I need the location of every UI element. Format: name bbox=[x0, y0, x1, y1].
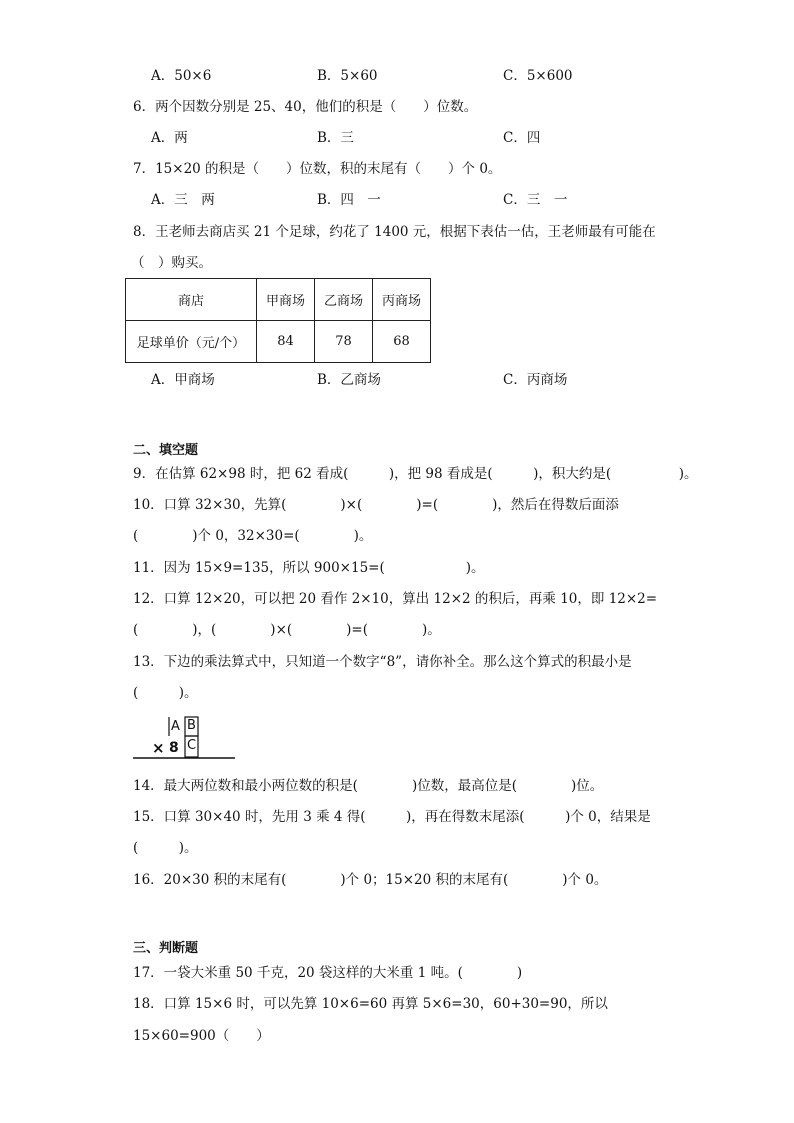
table-cell: 68 bbox=[373, 321, 431, 363]
q15-line2: ( )。 bbox=[133, 840, 198, 856]
times-sign: × bbox=[152, 739, 165, 757]
q18-line1: 18．口算 15×6 时，可以先算 10×6=60 再算 5×6=30，60+30=90，所以 bbox=[133, 996, 608, 1012]
q11: 11．因为 15×9=135，所以 900×15=( )。 bbox=[133, 560, 485, 576]
q17: 17．一袋大米重 50 千克，20 袋这样的大米重 1 吨。( ) bbox=[133, 965, 523, 981]
q12-line2: ( )，( )×( )=( )。 bbox=[133, 622, 441, 638]
table-header-cell: 甲商场 bbox=[257, 279, 315, 321]
section-3-title: 三、判断题 bbox=[133, 941, 199, 956]
q8-option-c: C．丙商场 bbox=[503, 372, 568, 388]
table-header-cell: 丙商场 bbox=[373, 279, 431, 321]
q8-option-a: A．甲商场 bbox=[151, 372, 215, 388]
q13-line2: ( )。 bbox=[133, 685, 198, 701]
q13-line1: 13．下边的乘法算式中，只知道一个数字“8”，请你补全。那么这个算式的积最小是 bbox=[133, 654, 632, 670]
q6-option-b: B．三 bbox=[317, 130, 354, 146]
section-2-title: 二、填空题 bbox=[133, 443, 199, 458]
q7-option-b: B．四 一 bbox=[317, 192, 381, 208]
q16: 16．20×30 积的末尾有( )个 0；15×20 积的末尾有( )个 0。 bbox=[133, 872, 608, 888]
q8-option-b: B．乙商场 bbox=[317, 372, 381, 388]
q9: 9．在估算 62×98 时，把 62 看成( )，把 98 看成是( )，积大约是( )。 bbox=[133, 466, 698, 482]
digit-a: A bbox=[171, 719, 180, 734]
q6-stem: 6．两个因数分别是 25、40，他们的积是（ ）位数。 bbox=[133, 99, 478, 115]
q10-line2: ( )个 0，32×30=( )。 bbox=[133, 528, 373, 544]
q6-option-a: A．两 bbox=[151, 130, 188, 146]
multiplication-figure-svg bbox=[133, 715, 238, 761]
q7-stem: 7．15×20 的积是（ ）位数，积的末尾有（ ）个 0。 bbox=[133, 161, 502, 177]
table-row bbox=[126, 321, 431, 363]
q8-stem-line1: 8．王老师去商店买 21 个足球，约花了 1400 元，根据下表估一估，王老师最有可能在 bbox=[133, 224, 656, 240]
digit-c: C bbox=[187, 738, 197, 753]
q5-option-b: B．5×60 bbox=[317, 68, 378, 84]
q10-line1: 10．口算 32×30，先算( )×( )=( )，然后在得数后面添 bbox=[133, 497, 619, 513]
q5-option-c: C．5×600 bbox=[503, 68, 573, 84]
table-cell: 足球单价（元/个） bbox=[126, 321, 257, 363]
table-header-cell: 乙商场 bbox=[315, 279, 373, 321]
q18-line2: 15×60=900（ ） bbox=[133, 1028, 270, 1044]
multiplication-figure bbox=[133, 715, 238, 761]
table-cell: 78 bbox=[315, 321, 373, 363]
q8-stem-line2: （ ）购买。 bbox=[131, 255, 212, 271]
price-table bbox=[125, 278, 431, 363]
q7-option-a: A．三 两 bbox=[151, 192, 215, 208]
q15-line1: 15．口算 30×40 时，先用 3 乘 4 得( )，再在得数末尾添( )个 0，结果是 bbox=[133, 809, 651, 825]
q6-option-c: C．四 bbox=[503, 130, 541, 146]
q7-option-c: C．三 一 bbox=[503, 192, 568, 208]
digit-eight: 8 bbox=[169, 740, 179, 756]
digit-b: B bbox=[187, 718, 196, 733]
table-cell: 84 bbox=[257, 321, 315, 363]
q5-option-a: A．50×6 bbox=[151, 68, 212, 84]
q12-line1: 12．口算 12×20，可以把 20 看作 2×10，算出 12×2 的积后，再乘 10，即 12×2= bbox=[133, 591, 658, 607]
q14: 14．最大两位数和最小两位数的积是( )位数，最高位是( )位。 bbox=[133, 778, 604, 794]
table-header-cell: 商店 bbox=[126, 279, 257, 321]
table-header-row bbox=[126, 279, 431, 321]
